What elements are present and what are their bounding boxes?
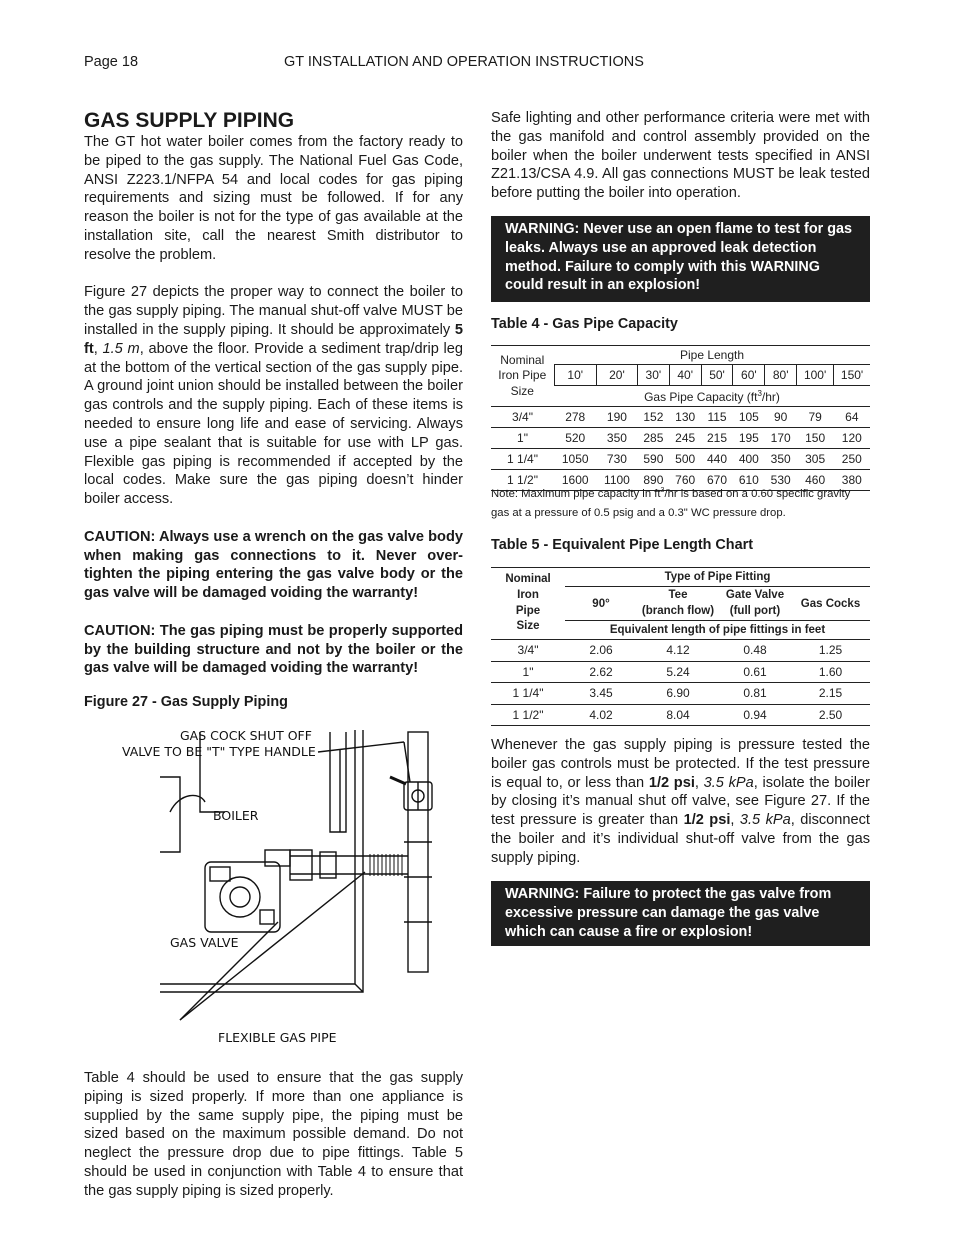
t4-length: 10' bbox=[554, 365, 596, 386]
document-title: GT INSTALLATION AND OPERATION INSTRUCTIONS bbox=[284, 54, 644, 70]
safe-lighting-paragraph: Safe lighting and other performance criteria were met with the gas manifold and control assembly provided on the boiler when the boiler underwent tests specified in ANSI Z21.13/CSA 4.9. All gas connections MUST be leak tested before putting the boiler into operation. bbox=[491, 110, 870, 202]
section-title: GAS SUPPLY PIPING bbox=[84, 109, 295, 132]
gas-pipe-capacity-table bbox=[491, 345, 870, 491]
label-gas-cock-2: VALVE TO BE "T" TYPE HANDLE bbox=[122, 744, 316, 759]
t4-length: 30' bbox=[637, 365, 669, 386]
right-column-bottom bbox=[491, 736, 870, 868]
caution-support: CAUTION: The gas piping must be properly supported by the building structure and not by the boiler or the gas valve will be damaged voiding the warranty! bbox=[84, 622, 463, 677]
table-row: 1 1/4" 3.45 6.90 0.81 2.15 bbox=[491, 683, 870, 705]
table-usage-paragraph: Table 4 should be used to ensure that the gas supply piping is sized properly. If more than one appliance is supplied by the same supply pipe, the piping must be sized based on the maximum possible demand. Do not neglect the pressure drop due to pipe fittings. Table 5 should be used in conjunction with Table 4 to ensure that the gas supply piping is sized properly. bbox=[84, 1070, 463, 1199]
t5-subheader: Equivalent length of pipe fittings in feet bbox=[565, 621, 870, 640]
label-flexible-gas-pipe: FLEXIBLE GAS PIPE bbox=[218, 1030, 337, 1045]
t5-fit-gate: Gate Valve (full port) bbox=[719, 587, 791, 621]
t4-subheader: Gas Pipe Capacity $(ft^3/hr)$ bbox=[554, 386, 870, 407]
table-row: 1 1/2" 4.02 8.04 0.94 2.50 bbox=[491, 704, 870, 726]
t4-length: 60' bbox=[733, 365, 765, 386]
figure-27-caption: Figure 27 - Gas Supply Piping bbox=[84, 694, 288, 710]
t5-col-header: Nominal Iron Pipe Size bbox=[491, 568, 565, 640]
warning-open-flame: WARNING: Never use an open flame to test for gas leaks. Always use an approved leak detection method. Failure to comply with this WARNING could result in an explosion! bbox=[491, 216, 870, 302]
boiler-side bbox=[330, 732, 346, 832]
label-gas-cock-1: GAS COCK SHUT OFF bbox=[180, 728, 312, 743]
label-boiler: BOILER bbox=[213, 808, 259, 823]
table-row: 1" 520 350 285 245 215 195 170 150 120 bbox=[491, 428, 870, 449]
t4-length: 80' bbox=[765, 365, 797, 386]
t5-fit-cocks: Gas Cocks bbox=[791, 587, 870, 621]
t4-length: 100' bbox=[797, 365, 834, 386]
page-number: Page 18 bbox=[84, 54, 139, 70]
right-column-top bbox=[491, 109, 870, 203]
t5-fit-tee: Tee (branch flow) bbox=[637, 587, 719, 621]
t5-fit-90: 90° bbox=[565, 587, 637, 621]
warning-excessive-pressure: WARNING: Failure to protect the gas valve from excessive pressure can damage the gas valve which can cause a fire or explosion! bbox=[491, 881, 870, 946]
figure27-paragraph: Figure 27 depicts the proper way to connect the boiler to the gas supply piping. The manual shut-off valve MUST be installed in the supply piping. It should be approximately 5 ft, 1.5 m, above the floor. Provide a sediment trap/drip leg at the bottom of the vertical section of the gas supply pipe. A ground joint union should be installed between the boiler gas controls and the supply piping. Each of these items is needed to ensure long life and ease of servicing. Always use a pipe sealant that is suitable for use with LP gas. Flexible gas piping is recommended if accepted by the local codes. Make sure the gas piping doesn’t hinder boiler access. bbox=[84, 284, 464, 508]
t4-length: 150' bbox=[834, 365, 870, 386]
table-row: 3/4" 2.06 4.12 0.48 1.25 bbox=[491, 640, 870, 662]
left-column-bottom bbox=[84, 1069, 463, 1201]
gas-valve-body bbox=[205, 862, 280, 932]
left-column-top bbox=[84, 109, 463, 678]
table-5-caption: Table 5 - Equivalent Pipe Length Chart bbox=[491, 537, 753, 553]
table-row: 1" 2.62 5.24 0.61 1.60 bbox=[491, 661, 870, 683]
intro-paragraph: The GT hot water boiler comes from the factory ready to be piped to the gas supply. The National Fuel Gas Code, ANSI Z223.1/NFPA 54 and local codes for gas piping requirements and sizing must be followed. If for any reason the boiler is not for the type of gas available at the installation site, call the nearest Smith distributor to resolve the problem. bbox=[84, 134, 463, 263]
caution-wrench: CAUTION: Always use a wrench on the gas valve body when making gas connections to it. Never over-tighten the piping entering the gas valve body or the gas valve will be damaged voiding the warranty! bbox=[84, 528, 463, 602]
table-row: 1 1/4" 1050 730 590 500 440 400 350 305 250 bbox=[491, 449, 870, 470]
t5-group-header: Type of Pipe Fitting bbox=[565, 568, 870, 587]
table-row: 3/4" 278 190 152 130 115 105 90 79 64 bbox=[491, 407, 870, 428]
table-4-note: Note: Maximum pipe capacity in $ft^3/hr$ is based on a 0.60 specific gravity gas at a pressure of 0.5 psig and a 0.3" WC pressure drop. bbox=[491, 487, 851, 519]
t4-length: 50' bbox=[701, 365, 733, 386]
equivalent-pipe-length-table bbox=[491, 567, 870, 726]
label-gas-valve: GAS VALVE bbox=[170, 935, 239, 950]
t4-col-header: Nominal Iron Pipe Size bbox=[491, 346, 554, 407]
t4-length: 40' bbox=[669, 365, 701, 386]
gas-supply-piping-figure bbox=[122, 722, 460, 1052]
pressure-test-paragraph: Whenever the gas supply piping is pressure tested the boiler gas controls must be protected. If the test pressure is equal to, or less than 1/2 psi, 3.5 kPa, isolate the boiler by closing it’s manual shut off valve, see Figure 27. If the test pressure is greater than 1/2 psi, 3.5 kPa, disconnect the boiler and it’s individual shut-off valve from the gas supply piping. bbox=[491, 737, 870, 866]
table-4-caption: Table 4 - Gas Pipe Capacity bbox=[491, 316, 678, 332]
t4-group-header: Pipe Length bbox=[554, 346, 870, 365]
table-row: 1 1/2" 1600 1100 890 760 670 610 530 460 380 bbox=[491, 470, 870, 491]
vertical-supply-pipe bbox=[408, 732, 428, 972]
t4-length: 20' bbox=[596, 365, 637, 386]
